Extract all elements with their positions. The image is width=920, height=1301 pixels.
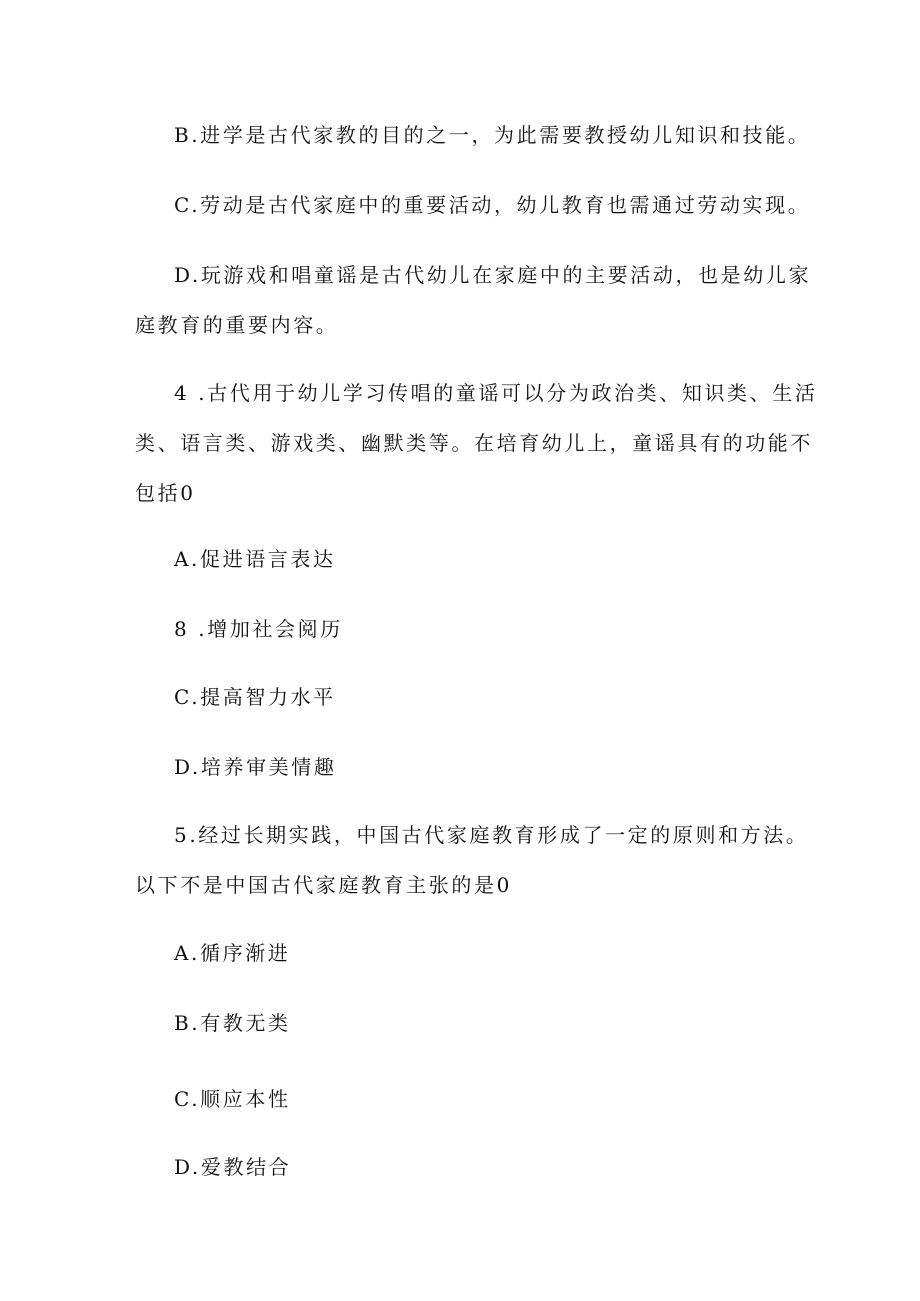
q4-option-b: 8 .增加社会阅历 xyxy=(174,617,343,641)
q3-option-d-line1: D.玩游戏和唱童谣是古代幼儿在家庭中的主要活动，也是幼儿家 xyxy=(174,263,812,287)
q4-option-a: A.促进语言表达 xyxy=(174,547,336,571)
q5-option-c: C.顺应本性 xyxy=(174,1087,291,1111)
q3-option-c: C.劳动是古代家庭中的重要活动，幼儿教育也需通过劳动实现。 xyxy=(174,193,811,217)
q4-stem-line3: 包括0 xyxy=(135,481,196,505)
q4-stem-line1: 4 .古代用于幼儿学习传唱的童谣可以分为政治类、知识类、生活 xyxy=(174,381,818,405)
q4-stem-line2: 类、语言类、游戏类、幽默类等。在培育幼儿上，童谣具有的功能不 xyxy=(135,431,813,455)
q3-option-d-line2: 庭教育的重要内容。 xyxy=(135,313,339,337)
q5-stem-line2: 以下不是中国古代家庭教育主张的是0 xyxy=(135,873,512,897)
q5-option-a: A.循序渐进 xyxy=(174,941,291,965)
q4-option-c: C.提高智力水平 xyxy=(174,685,336,709)
q3-option-b: B.进学是古代家教的目的之一，为此需要教授幼儿知识和技能。 xyxy=(174,123,811,147)
q5-option-b: B.有教无类 xyxy=(174,1011,291,1035)
q4-option-d: D.培养审美情趣 xyxy=(174,755,337,779)
q5-option-d: D.爱教结合 xyxy=(174,1155,292,1179)
q5-stem-line1: 5.经过长期实践，中国古代家庭教育形成了一定的原则和方法。 xyxy=(174,823,809,847)
